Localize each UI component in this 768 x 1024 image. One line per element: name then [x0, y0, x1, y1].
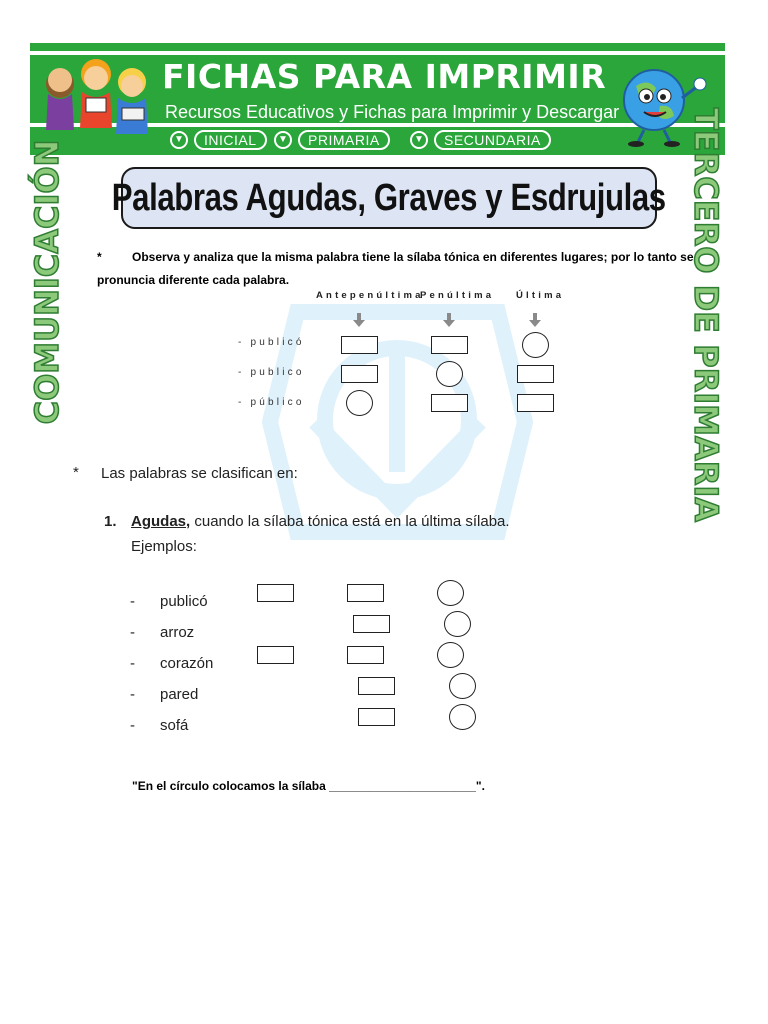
agudas-definition: cuando la sílaba tónica está en la última sílaba.	[190, 513, 510, 530]
stressed-syllable-circle	[436, 361, 463, 387]
diagram-row-label: - publico	[238, 367, 305, 378]
arrow-down-icon: ▼	[410, 131, 428, 149]
stressed-syllable-circle	[346, 390, 373, 416]
page-title: Palabras Agudas, Graves y Esdrujulas	[112, 176, 666, 219]
syllable-box	[353, 615, 390, 633]
syllable-circle	[444, 611, 471, 637]
nav-label: PRIMARIA	[298, 130, 390, 150]
syllable-box	[341, 336, 378, 354]
column-header: Penúltima	[420, 290, 495, 301]
classification-bullet: *	[73, 464, 79, 481]
syllable-box	[358, 677, 395, 695]
example-word: publicó	[160, 593, 208, 610]
nav-secundaria-button[interactable]	[410, 129, 551, 151]
syllable-box	[358, 708, 395, 726]
brand-subtitle: Recursos Educativos y Fichas para Imprimir y Descargar	[165, 102, 620, 122]
diagram-row-label: - público	[238, 397, 305, 408]
syllable-box	[257, 584, 294, 602]
example-word: arroz	[160, 624, 195, 641]
example-word: pared	[160, 686, 199, 703]
list-dash: -	[130, 593, 135, 610]
column-header: Última	[516, 290, 565, 301]
list-dash: -	[130, 624, 135, 641]
agudas-term: Agudas,	[131, 513, 191, 530]
arrow-down-icon: ▼	[274, 131, 292, 149]
arrow-down-icon	[353, 320, 365, 327]
syllable-circle	[449, 704, 476, 730]
list-dash: -	[130, 686, 135, 703]
syllable-box	[431, 336, 468, 354]
syllable-box	[431, 394, 468, 412]
intro-line-1: Observa y analiza que la misma palabra tiene la sílaba tónica en diferentes lugares; por lo tanto se	[132, 250, 694, 264]
arrow-down-icon: ▼	[170, 131, 188, 149]
example-word: corazón	[160, 655, 214, 672]
list-dash: -	[130, 655, 135, 672]
syllable-circle	[449, 673, 476, 699]
section-number: 1.	[104, 513, 117, 530]
syllable-circle	[437, 580, 464, 606]
example-word: sofá	[160, 717, 189, 734]
syllable-box	[347, 584, 384, 602]
list-dash: -	[130, 717, 135, 734]
closing-sentence: "En el círculo colocamos la sílaba ______________________".	[132, 779, 485, 793]
syllable-box	[517, 365, 554, 383]
brand-title: FICHAS PARA IMPRIMIR	[162, 57, 607, 96]
examples-label: Ejemplos:	[131, 538, 197, 555]
title-box	[112, 167, 666, 229]
nav-primaria-button[interactable]	[274, 129, 390, 151]
nav-inicial-button[interactable]	[170, 129, 267, 151]
nav-label: SECUNDARIA	[434, 130, 551, 150]
side-label-grade: TERCERO DE PRIMARIA	[687, 107, 725, 523]
intro-bullet: *	[97, 250, 102, 264]
kids-illustration	[38, 52, 156, 142]
classification-text: Las palabras se clasifican en:	[101, 465, 298, 482]
stressed-syllable-circle	[522, 332, 549, 358]
column-header: Antepenúltima	[316, 290, 424, 301]
syllable-box	[517, 394, 554, 412]
nav-label: INICIAL	[194, 130, 267, 150]
intro-line-2: pronuncia diferente cada palabra.	[97, 273, 290, 287]
agudas-heading	[131, 513, 510, 530]
diagram-row-label: - publicó	[238, 337, 305, 348]
arrow-down-icon	[443, 320, 455, 327]
syllable-box	[341, 365, 378, 383]
arrow-down-icon	[529, 320, 541, 327]
syllable-box	[347, 646, 384, 664]
syllable-box	[257, 646, 294, 664]
syllable-circle	[437, 642, 464, 668]
side-label-subject: COMUNICACIÓN	[28, 139, 66, 425]
